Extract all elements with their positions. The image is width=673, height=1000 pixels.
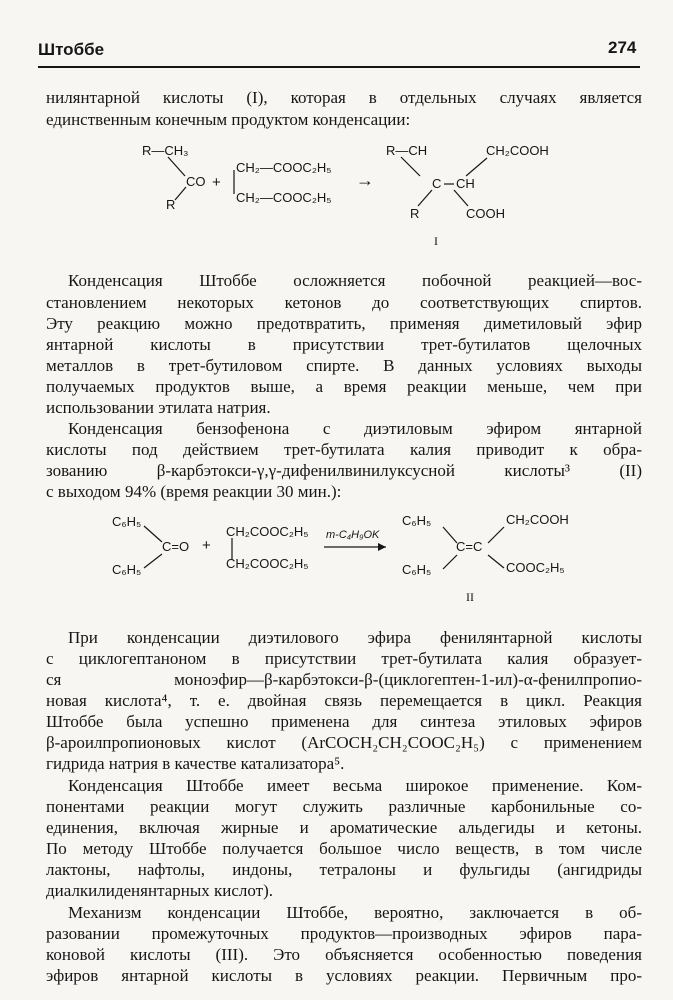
text-line: Механизм конденсации Штоббе, вероятно, заключается в об- <box>68 903 642 922</box>
succinate-bottom: CH₂COOC₂H₅ <box>226 556 309 571</box>
text-line: ся моноэфир—β-карбэтокси-β-(циклогептен-1-ил)-α-фенилпропио- <box>46 670 642 689</box>
running-header-title: Штоббе <box>38 40 105 59</box>
text-line: новая кислота⁴, т. е. двойная связь перемещается в цикл. Реакция <box>46 691 642 710</box>
product-double-bond: C=C <box>456 539 483 554</box>
text-line: единения, включая жирные и ароматические альдегиды и кетоны. <box>46 818 642 837</box>
succinate-bottom: CH₂—COOC₂H₅ <box>236 190 332 205</box>
text-line: использовании этилата натрия. <box>46 398 271 417</box>
reactant-r: R <box>166 197 176 212</box>
reactant-r-ch3: R—CH₃ <box>142 143 189 158</box>
text-line: единственным конечным продуктом конденсации: <box>46 110 411 129</box>
product-phenyl-bottom: C₆H₅ <box>402 562 432 577</box>
product-cooc2h5: COOC₂H₅ <box>506 560 565 575</box>
text-line: Конденсация Штоббе имеет весьма широкое применение. Ком- <box>68 776 642 795</box>
compound-label-i: I <box>434 234 438 248</box>
product-phenyl-top: C₆H₅ <box>402 513 432 528</box>
compound-label-ii: II <box>466 590 474 604</box>
reagent-label: т-C₄H₉OK <box>326 529 380 541</box>
product-ch: CH <box>456 176 475 191</box>
text-line: становлением некоторых кетонов до соответствующих спиртов. <box>46 293 642 312</box>
reactant-phenyl-top: C₆H₅ <box>112 514 142 529</box>
text-line: При конденсации диэтилового эфира фенилянтарной кислоты <box>68 628 642 647</box>
reaction-arrow: → <box>356 170 374 190</box>
text-line: Эту реакцию можно предотвратить, применяя диметиловый эфир <box>46 314 642 333</box>
plus-sign: + <box>202 537 211 554</box>
succinate-top: CH₂COOC₂H₅ <box>226 524 309 539</box>
text-line: лактоны, нафтолы, индоны, тетралоны и фульгиды (ангидриды <box>46 860 642 879</box>
text-line: β-ароилпропионовых кислот (ArCOCH₂CH₂COOC₂H₅) с применением <box>46 733 642 752</box>
text-line: Штоббе была успешно применена для синтеза этиловых эфиров <box>46 712 642 731</box>
product-ch2cooh: CH₂COOH <box>506 512 569 527</box>
text-line: нилянтарной кислоты (I), которая в отдельных случаях является <box>46 88 642 107</box>
benzophenone-carbonyl: C=O <box>162 539 190 554</box>
product-ch2cooh: CH₂COOH <box>486 143 549 158</box>
product-r: R <box>410 206 420 221</box>
succinate-top: CH₂—COOC₂H₅ <box>236 160 332 175</box>
text-line: понентами реакции могут служить различные карбонильные со- <box>46 797 642 816</box>
text-line: зованию β-карбэтокси-γ,γ-дифенилвинилуксусной кислоты³ (II) <box>46 461 642 480</box>
text-line: Конденсация Штоббе осложняется побочной реакцией—вос- <box>68 271 642 290</box>
product-cooh: COOH <box>466 206 505 221</box>
text-line: получаемых продуктов выше, а время реакции меньше, чем при <box>46 377 642 396</box>
text-line: гидрида натрия в качестве катализатора⁵. <box>46 754 345 773</box>
product-r-ch: R—CH <box>386 143 428 158</box>
text-line: янтарной кислоты в присутствии трет-бутилатов щелочных <box>46 335 642 354</box>
text-line: По методу Штоббе получается большое число веществ, в том числе <box>46 839 642 858</box>
text-line: разовании промежуточных продуктов—производных эфиров пара- <box>46 924 642 943</box>
text-line: с выходом 94% (время реакции 30 мин.): <box>46 482 342 501</box>
text-line: эфиров янтарной кислоты в условиях реакции. Первичным про- <box>46 966 642 985</box>
page-number: 274 <box>608 38 637 57</box>
text-line: диалкилиденянтарных кислот). <box>46 881 274 900</box>
reactant-carbonyl: CO <box>186 174 206 189</box>
reactant-phenyl-bottom: C₆H₅ <box>112 562 142 577</box>
plus-sign: + <box>212 174 221 191</box>
product-c: C <box>432 176 442 191</box>
text-line: металлов в трет-бутиловом спирте. В данных условиях выходы <box>46 356 642 375</box>
text-line: с циклогептаноном в присутствии трет-бутилата калия образует- <box>46 649 642 668</box>
text-line: Конденсация бензофенона с диэтиловым эфиром янтарной <box>68 419 642 438</box>
text-line: кислоты под действием трет-бутилата калия приводит к обра- <box>46 440 642 459</box>
text-line: коновой кислоты (III). Это объясняется особенностью поведения <box>46 945 642 964</box>
